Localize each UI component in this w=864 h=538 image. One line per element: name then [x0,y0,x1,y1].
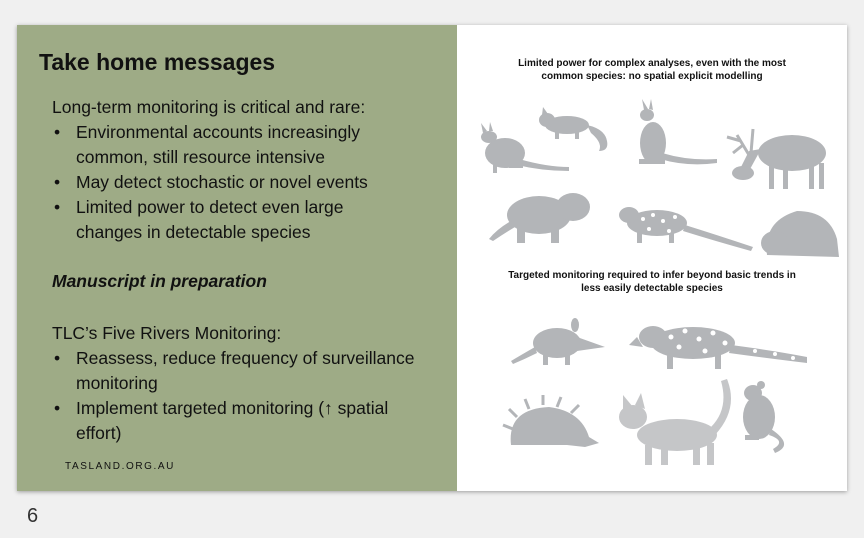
bullet-item: • Environmental accounts increasingly common, still resource intensive [52,120,368,170]
section2-bullets [52,346,415,446]
bullet-item: • Reassess, reduce frequency of surveillance monitoring [52,346,415,396]
spotted-tail-quoll-icon [629,326,807,369]
bandicoot-icon [511,318,605,365]
echidna-icon [503,395,599,447]
possum-icon [539,107,607,151]
figure-panel [457,25,847,491]
wallaby-icon [639,99,717,164]
manuscript-note: Manuscript in preparation [52,271,267,291]
wombat-icon [761,211,839,257]
deer-icon [727,129,826,189]
bullet-item: • Implement targeted monitoring (↑ spatial effort) [52,396,415,446]
caption-bottom: Targeted monitoring required to infer beyond basic trends in less easily detectable species [508,270,796,294]
slide [17,25,847,491]
page-number: 6 [27,505,39,527]
text-panel [17,25,457,491]
section1-lead: Long-term monitoring is critical and rare: [52,97,366,117]
animal-silhouettes [457,25,847,491]
footer-url: TASLAND.ORG.AU [65,461,176,472]
section2-lead: TLC’s Five Rivers Monitoring: [52,323,282,343]
rat-icon [743,381,784,453]
eastern-quoll-icon [619,207,753,251]
cat-icon [619,379,731,465]
slide-title: Take home messages [39,49,276,75]
bullet-item: • May detect stochastic or novel events [52,170,368,195]
tasmanian-devil-icon [489,193,590,243]
caption-top: Limited power for complex analyses, even with the most common species: no spatial explicit modelling [518,58,786,82]
bullet-item: • Limited power to detect even large changes in detectable species [52,195,368,245]
section1-bullets [52,120,368,245]
